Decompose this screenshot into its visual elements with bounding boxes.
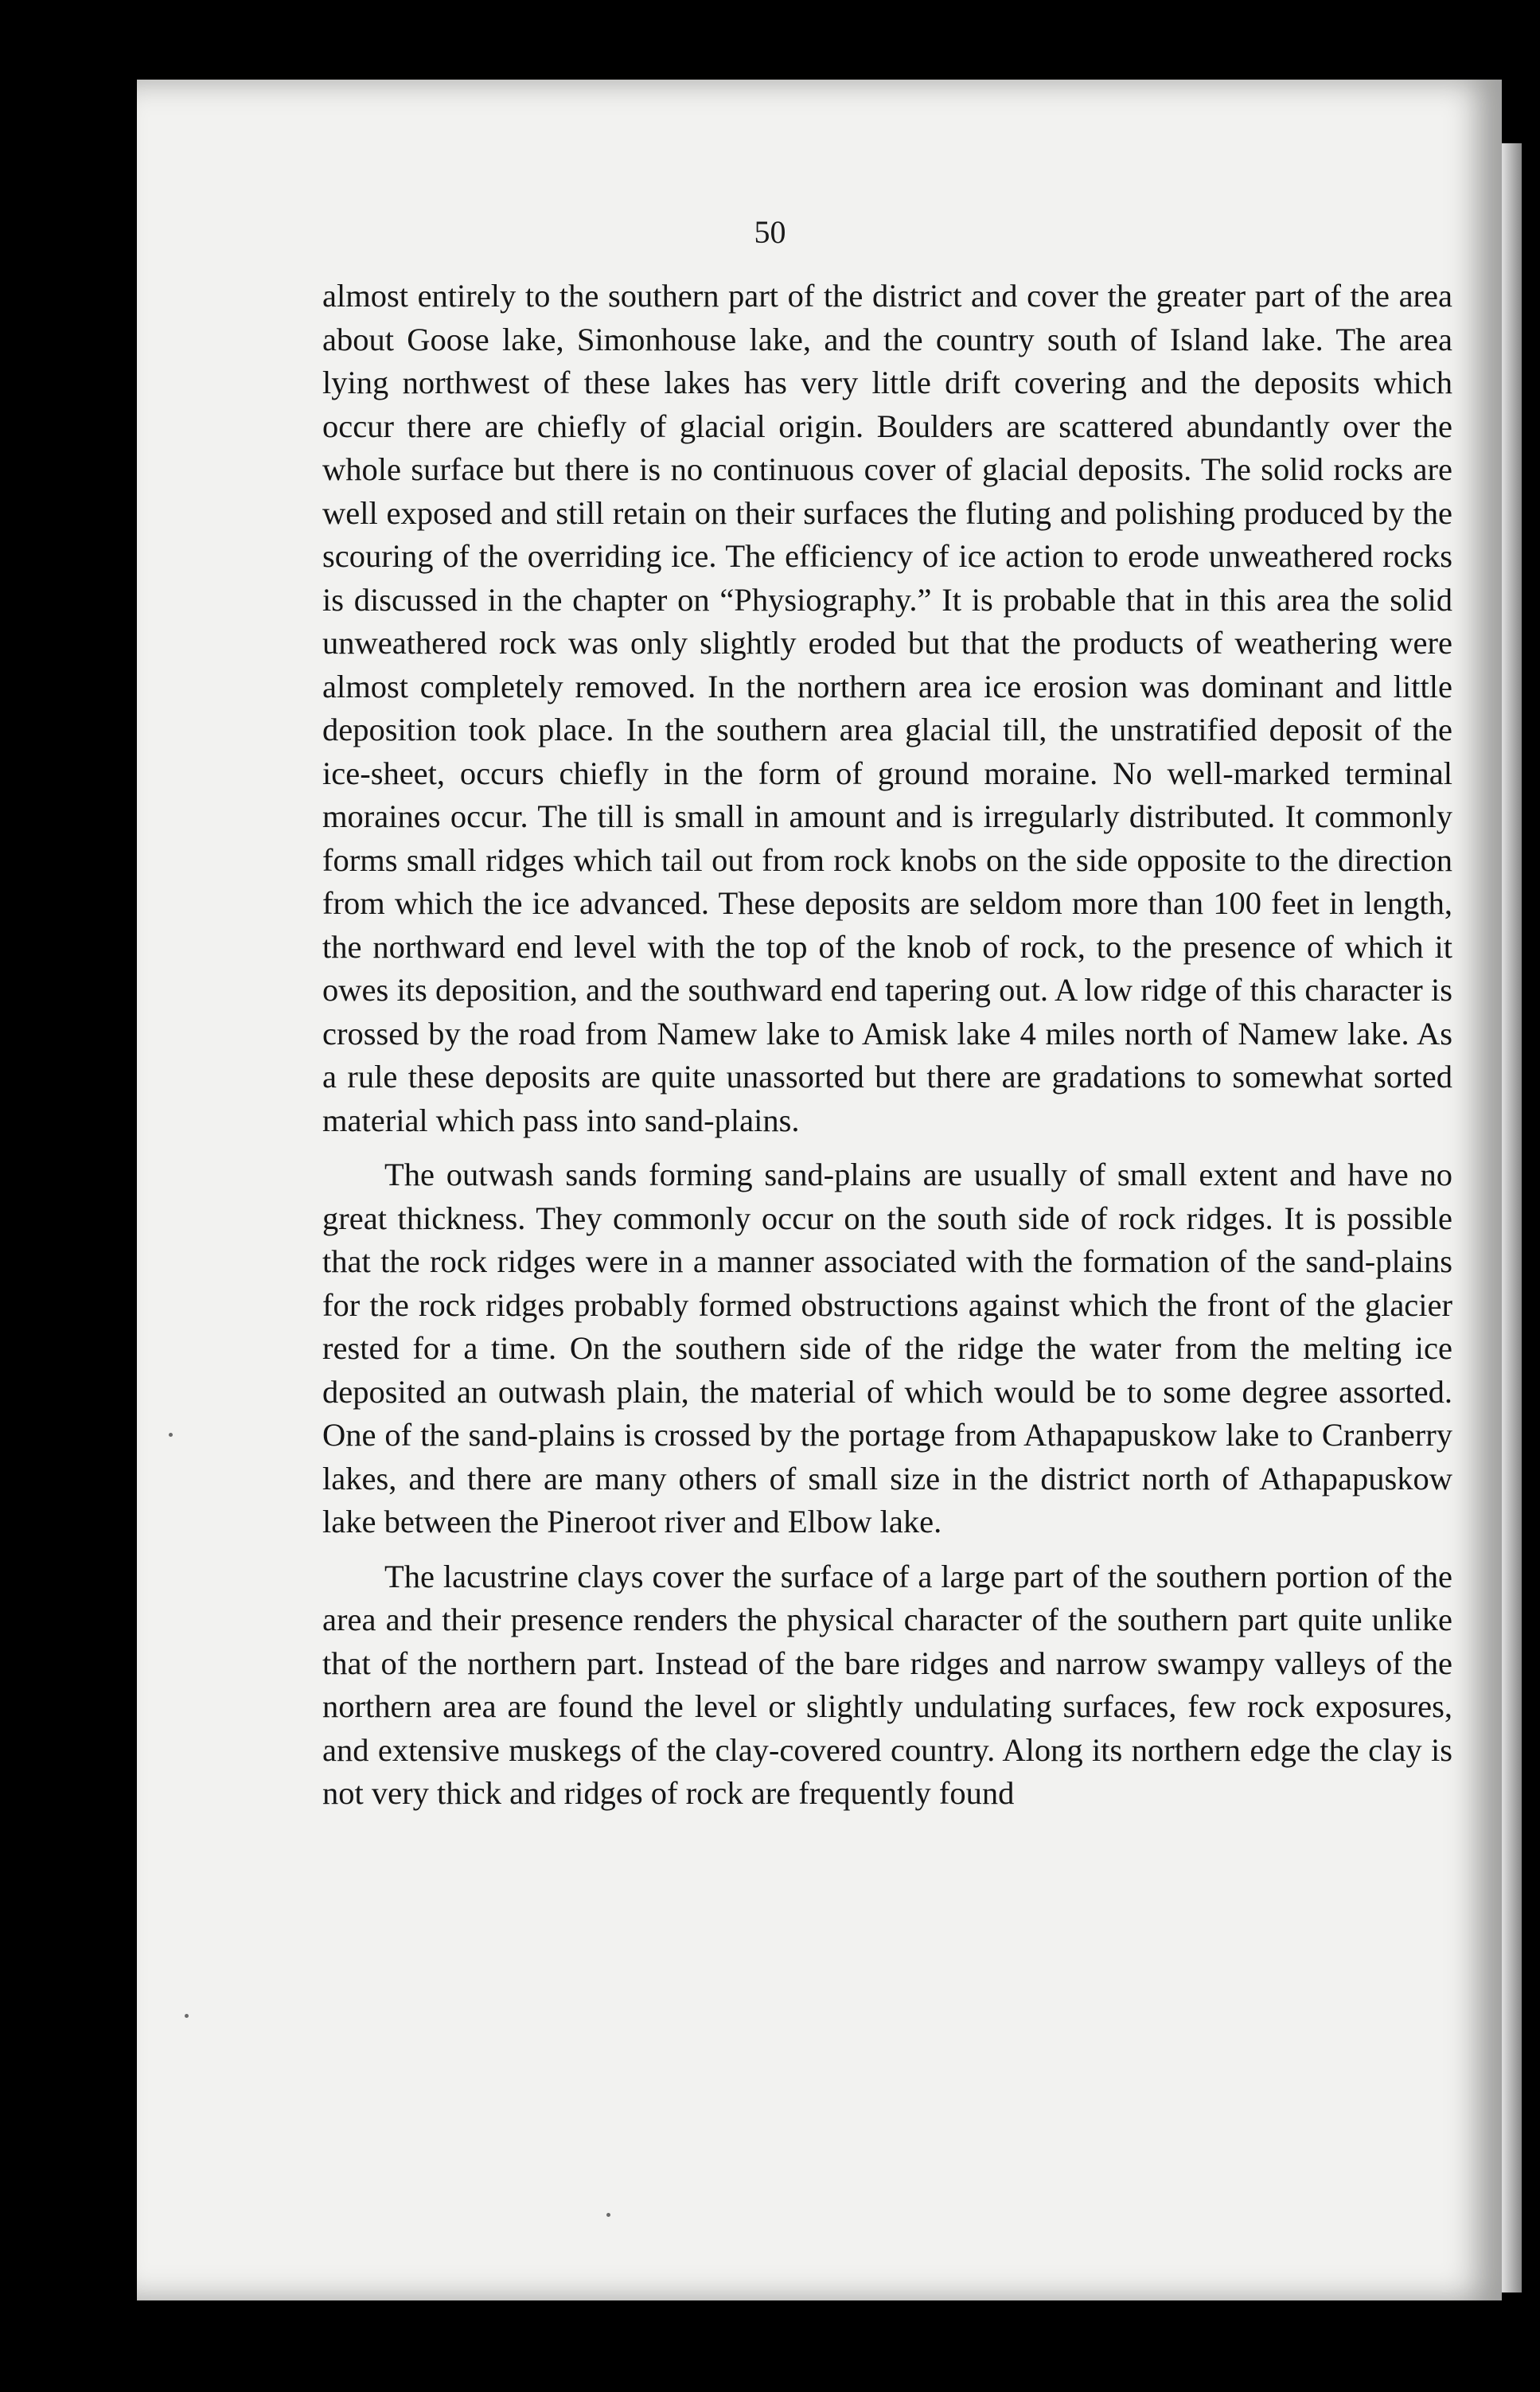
dust-speck — [606, 2213, 610, 2217]
page-number: 50 — [754, 214, 786, 250]
body-text — [322, 275, 1452, 1816]
paragraph-1: almost entirely to the southern part of the district and cover the greater part of the area about Goose lake, Simonhouse lake, and the country south of Island lake. The area lying northwest of these lakes has very little drift covering and the deposits which occur there are chiefly of glacial origin. Boulders are scattered abundantly over the whole surface but there is no continuous cover of glacial deposits. The solid rocks are well exposed and still retain on their surfaces the fluting and polishing produced by the scouring of the overriding ice. The efficiency of ice action to erode unweathered rocks is discussed in the chapter on “Physiography.” It is probable that in this area the solid unweathered rock was only slightly eroded but that the products of weathering were almost completely removed. In the northern area ice erosion was dominant and little deposition took place. In the southern area glacial till, the unstratified deposit of the ice-sheet, occurs chiefly in the form of ground moraine. No well-marked terminal moraines occur. The till is small in amount and is irregularly distributed. It commonly forms small ridges which tail out from rock knobs on the side opposite to the direction from which the ice advanced. These deposits are seldom more than 100 feet in length, the northward end level with the top of the knob of rock, to the presence of which it owes its deposition, and the southward end tapering out. A low ridge of this character is crossed by the road from Namew lake to Amisk lake 4 miles north of Namew lake. As a rule these deposits are quite unassorted but there are gradations to somewhat sorted material which pass into sand-plains. — [322, 278, 1452, 1138]
paragraph-3: The lacustrine clays cover the surface of a large part of the southern portion of the area and their presence renders the physical character of the southern part quite unlike that of the northern part. Instead of the bare ridges and narrow swampy valleys of the northern area are found the level or slightly undulating surfaces, few rock exposures, and extensive muskegs of the clay-covered country. Along its northern edge the clay is not very thick and ridges of rock are frequently found — [322, 1558, 1452, 1811]
dust-speck — [169, 1433, 173, 1437]
paragraph-2: The outwash sands forming sand-plains are usually of small extent and have no great thickness. They commonly occur on the south side of rock ridges. It is possible that the rock ridges were in a manner associated with the formation of the sand-plains for the rock ridges probably formed obstructions against which the front of the glacier rested for a time. On the southern side of the ridge the water from the melting ice deposited an outwash plain, the material of which would be to some degree assorted. One of the sand-plains is crossed by the portage from Athapapuskow lake to Cranberry lakes, and there are many others of small size in the district north of Athapapuskow lake between the Pineroot river and Elbow lake. — [322, 1157, 1452, 1539]
dust-speck — [185, 2014, 189, 2018]
